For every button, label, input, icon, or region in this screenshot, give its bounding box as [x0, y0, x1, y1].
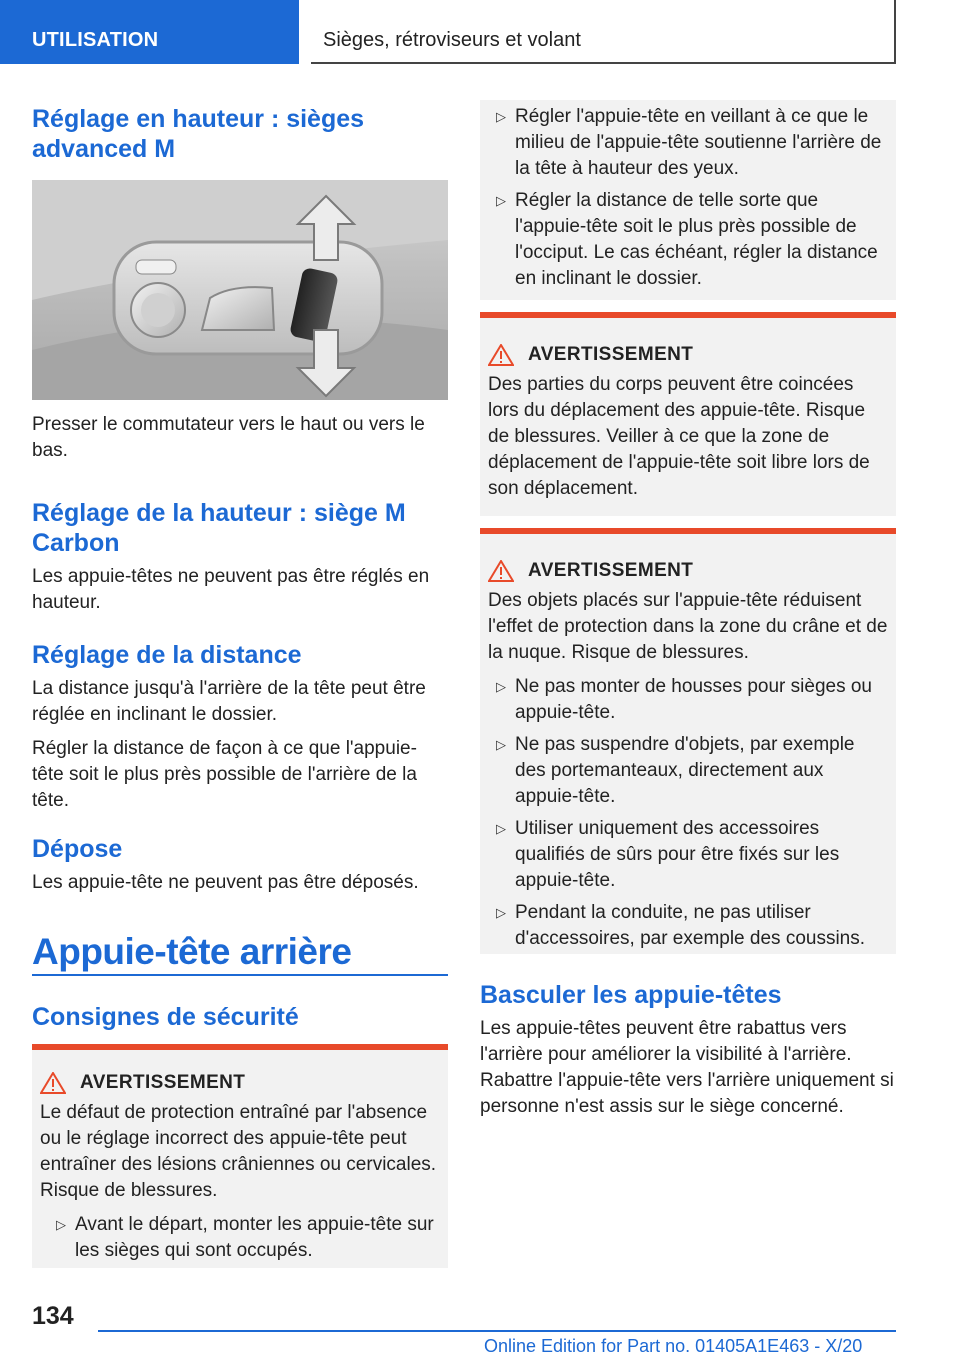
- heading-distance: Réglage de la distance: [32, 641, 302, 669]
- warning-header: [488, 560, 888, 582]
- triangle-bullet-icon: ▷: [496, 821, 506, 836]
- warning-header: [40, 1072, 440, 1094]
- warning-text: Des objets placés sur l'appuie-tête réduisent l'effet de protection dans la zone du crâne et de la nuque. Risque de blessures.: [488, 590, 888, 663]
- instruction-box: [480, 100, 896, 300]
- list-item-text: Régler la distance de telle sorte que l'appuie-tête soit le plus près possible de l'occiput. Le cas échéant, régler la distance en inclinant le dossier.: [515, 190, 878, 289]
- figure-caption: Presser le commutateur vers le haut ou vers le bas.: [32, 414, 425, 461]
- list-item: [480, 674, 888, 726]
- seat-switch-figure: [32, 180, 448, 400]
- list-item: [480, 188, 882, 292]
- list-item-text: Avant le départ, monter les appuie-tête sur les sièges qui sont occupés.: [75, 1214, 434, 1261]
- warning-text: Le défaut de protection entraîné par l'absence ou le réglage incorrect des appuie-tête peut entraîner des lésions crâniennes ou cervicales. Risque de blessures.: [40, 1102, 437, 1201]
- heading-rear-headrest: Appuie-tête arrière: [32, 931, 352, 972]
- warning-triangle-icon: [488, 344, 514, 366]
- heading-safety: Consignes de sécurité: [32, 1003, 299, 1031]
- heading-height-carbon: Réglage de la hauteur : siège M Carbon: [32, 499, 406, 557]
- triangle-bullet-icon: ▷: [496, 109, 506, 124]
- warning-box-pinch: [480, 312, 896, 516]
- warning-header: [488, 344, 888, 366]
- list-item-text: Ne pas monter de housses pour sièges ou appuie-tête.: [515, 676, 872, 723]
- list-item: [480, 900, 888, 952]
- warning-label: AVERTISSEMENT: [80, 1072, 246, 1093]
- edition-link[interactable]: Online Edition for Part no. 01405A1E463 - X/20: [484, 1336, 863, 1356]
- paragraph-carbon: Les appuie-têtes ne peuvent pas être réglés en hauteur.: [32, 566, 430, 613]
- warning-label: AVERTISSEMENT: [528, 344, 694, 365]
- seat-switch-illustration: [32, 180, 448, 400]
- paragraph-fold: Les appuie-têtes peuvent être rabattus vers l'arrière pour améliorer la visibilité à l'arrière. Rabattre l'appuie-tête vers l'arrière uniquement si personne n'est assis sur le siège concerné.: [480, 1018, 894, 1117]
- section-tab[interactable]: UTILISATION: [0, 0, 299, 64]
- list-item: [40, 1212, 440, 1264]
- list-item-text: Utiliser uniquement des accessoires qualifiés de sûrs pour être fixés sur les appuie-tête.: [515, 818, 840, 891]
- warning-bullet-list: [480, 674, 888, 952]
- triangle-bullet-icon: ▷: [56, 1217, 66, 1232]
- list-item-text: Régler l'appuie-tête en veillant à ce que le milieu de l'appuie-tête soutienne l'arrière de la tête à hauteur des yeux.: [515, 106, 882, 179]
- triangle-bullet-icon: ▷: [496, 737, 506, 752]
- paragraph-distance-1: La distance jusqu'à l'arrière de la tête peut être réglée en inclinant le dossier.: [32, 678, 426, 725]
- list-item-text: Pendant la conduite, ne pas utiliser d'accessoires, par exemple des coussins.: [515, 902, 866, 949]
- list-item-text: Ne pas suspendre d'objets, par exemple des portemanteaux, directement aux appuie-tête.: [515, 734, 855, 807]
- warning-triangle-icon: [40, 1072, 66, 1094]
- footer-divider: [98, 1330, 896, 1332]
- heading-height-advanced: Réglage en hauteur : sièges advanced M: [32, 105, 365, 163]
- chapter-title: Sièges, rétroviseurs et volant: [311, 0, 896, 64]
- heading-fold: Basculer les appuie-têtes: [480, 981, 782, 1009]
- heading-depose: Dépose: [32, 835, 123, 863]
- list-item: [480, 732, 888, 810]
- triangle-bullet-icon: ▷: [496, 679, 506, 694]
- warning-label: AVERTISSEMENT: [528, 560, 694, 581]
- triangle-bullet-icon: ▷: [496, 905, 506, 920]
- triangle-bullet-icon: ▷: [496, 193, 506, 208]
- paragraph-depose: Les appuie-tête ne peuvent pas être déposés.: [32, 872, 419, 893]
- warning-box-objects: [480, 528, 896, 954]
- list-item: [480, 104, 882, 182]
- paragraph-distance-2: Régler la distance de façon à ce que l'appuie-tête soit le plus près possible de l'arrière de la tête.: [32, 738, 417, 811]
- warning-text: Des parties du corps peuvent être coincées lors du déplacement des appuie-tête. Risque de blessures. Veiller à ce que la zone de déplacement de l'appuie-tête soit libre lors de son déplacement.: [488, 374, 870, 499]
- list-item: [480, 816, 888, 894]
- section-divider: [32, 974, 448, 976]
- page-number: 134: [32, 1302, 74, 1330]
- warning-triangle-icon: [488, 560, 514, 582]
- warning-box-headrest: [32, 1044, 448, 1268]
